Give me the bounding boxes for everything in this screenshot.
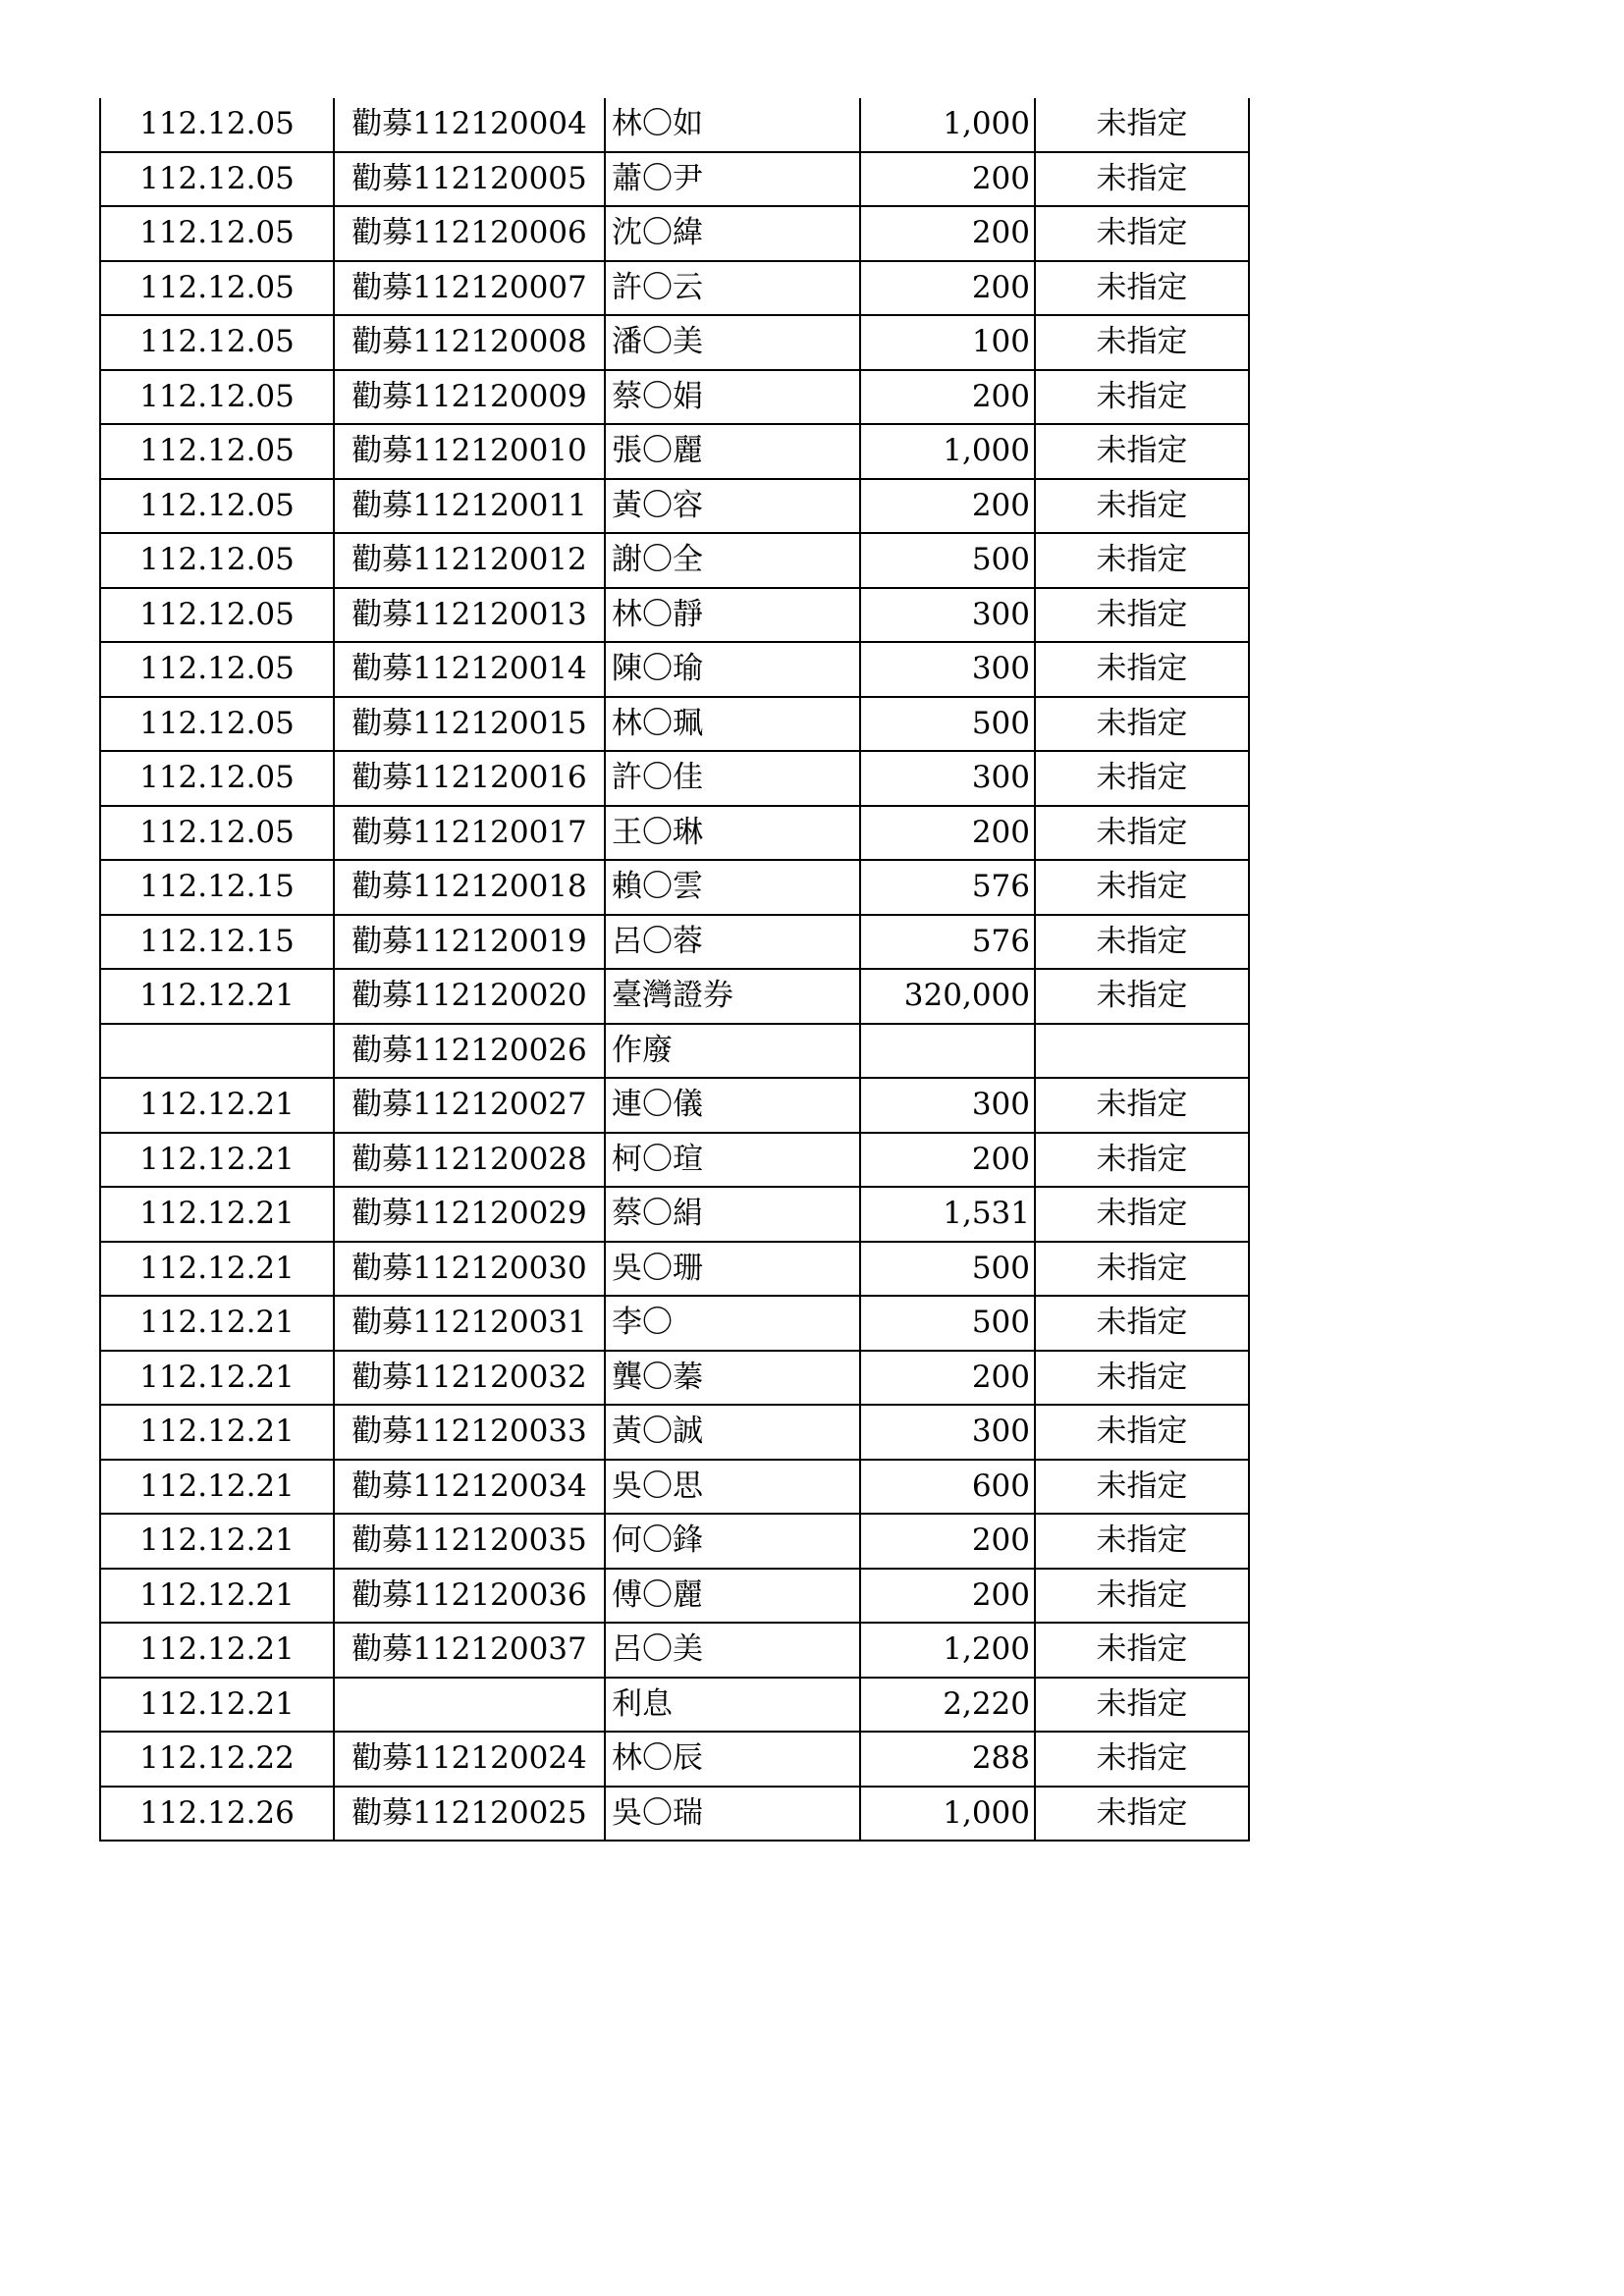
donor-name-cell: 臺灣證券 (605, 969, 860, 1024)
receipt-number-cell: 勸募112120014 (334, 642, 605, 697)
receipt-number-cell: 勸募112120034 (334, 1460, 605, 1515)
table-row (100, 1078, 1249, 1133)
purpose-cell: 未指定 (1035, 969, 1249, 1024)
donor-name-cell: 賴〇雲 (605, 860, 860, 915)
purpose-cell: 未指定 (1035, 152, 1249, 207)
purpose-cell: 未指定 (1035, 1187, 1249, 1242)
receipt-number-cell: 勸募112120037 (334, 1623, 605, 1678)
table-row (100, 152, 1249, 207)
purpose-cell: 未指定 (1035, 1678, 1249, 1733)
amount-cell: 1,000 (860, 98, 1035, 152)
table-row (100, 98, 1249, 152)
table-row (100, 533, 1249, 588)
table-row (100, 1133, 1249, 1188)
date-cell: 112.12.05 (100, 806, 334, 861)
date-cell: 112.12.21 (100, 1623, 334, 1678)
date-cell: 112.12.26 (100, 1787, 334, 1842)
receipt-number-cell: 勸募112120024 (334, 1732, 605, 1787)
table-row (100, 860, 1249, 915)
date-cell: 112.12.21 (100, 1187, 334, 1242)
donor-name-cell: 許〇佳 (605, 751, 860, 806)
donor-name-cell: 林〇如 (605, 98, 860, 152)
purpose-cell: 未指定 (1035, 751, 1249, 806)
purpose-cell: 未指定 (1035, 642, 1249, 697)
table-row (100, 1351, 1249, 1406)
donor-name-cell: 林〇辰 (605, 1732, 860, 1787)
donation-table-body (100, 98, 1249, 1841)
receipt-number-cell: 勸募112120013 (334, 588, 605, 643)
donor-name-cell: 李〇 (605, 1296, 860, 1351)
date-cell: 112.12.05 (100, 261, 334, 316)
donor-name-cell: 黃〇誠 (605, 1405, 860, 1460)
table-row (100, 424, 1249, 479)
receipt-number-cell: 勸募112120011 (334, 479, 605, 534)
amount-cell: 200 (860, 1514, 1035, 1569)
purpose-cell: 未指定 (1035, 1296, 1249, 1351)
donor-name-cell: 許〇云 (605, 261, 860, 316)
date-cell: 112.12.05 (100, 370, 334, 425)
amount-cell: 200 (860, 1569, 1035, 1624)
table-row (100, 642, 1249, 697)
donor-name-cell: 謝〇全 (605, 533, 860, 588)
purpose-cell: 未指定 (1035, 261, 1249, 316)
amount-cell: 200 (860, 1133, 1035, 1188)
purpose-cell: 未指定 (1035, 806, 1249, 861)
receipt-number-cell: 勸募112120010 (334, 424, 605, 479)
date-cell: 112.12.21 (100, 1296, 334, 1351)
date-cell: 112.12.21 (100, 1460, 334, 1515)
receipt-number-cell: 勸募112120026 (334, 1024, 605, 1079)
purpose-cell: 未指定 (1035, 1787, 1249, 1842)
table-row (100, 1514, 1249, 1569)
table-row (100, 1732, 1249, 1787)
donor-name-cell: 吳〇思 (605, 1460, 860, 1515)
date-cell: 112.12.05 (100, 479, 334, 534)
purpose-cell: 未指定 (1035, 370, 1249, 425)
date-cell: 112.12.21 (100, 1133, 334, 1188)
table-row (100, 1569, 1249, 1624)
date-cell: 112.12.21 (100, 1242, 334, 1297)
receipt-number-cell: 勸募112120030 (334, 1242, 605, 1297)
donor-name-cell: 林〇珮 (605, 697, 860, 752)
amount-cell: 600 (860, 1460, 1035, 1515)
purpose-cell: 未指定 (1035, 697, 1249, 752)
purpose-cell: 未指定 (1035, 533, 1249, 588)
receipt-number-cell: 勸募112120029 (334, 1187, 605, 1242)
amount-cell: 300 (860, 642, 1035, 697)
receipt-number-cell: 勸募112120006 (334, 206, 605, 261)
donor-name-cell: 龔〇蓁 (605, 1351, 860, 1406)
date-cell: 112.12.05 (100, 315, 334, 370)
table-row (100, 315, 1249, 370)
donor-name-cell: 蔡〇絹 (605, 1187, 860, 1242)
date-cell: 112.12.21 (100, 1514, 334, 1569)
purpose-cell: 未指定 (1035, 915, 1249, 970)
receipt-number-cell: 勸募112120025 (334, 1787, 605, 1842)
date-cell: 112.12.15 (100, 915, 334, 970)
receipt-number-cell: 勸募112120027 (334, 1078, 605, 1133)
date-cell: 112.12.05 (100, 751, 334, 806)
receipt-number-cell: 勸募112120017 (334, 806, 605, 861)
amount-cell: 320,000 (860, 969, 1035, 1024)
donor-name-cell: 張〇麗 (605, 424, 860, 479)
amount-cell: 500 (860, 1242, 1035, 1297)
purpose-cell: 未指定 (1035, 1569, 1249, 1624)
donor-name-cell: 何〇鋒 (605, 1514, 860, 1569)
amount-cell: 200 (860, 806, 1035, 861)
amount-cell: 200 (860, 479, 1035, 534)
receipt-number-cell: 勸募112120012 (334, 533, 605, 588)
amount-cell: 500 (860, 1296, 1035, 1351)
table-row (100, 1296, 1249, 1351)
amount-cell: 1,000 (860, 424, 1035, 479)
table-row (100, 1460, 1249, 1515)
table-row (100, 1787, 1249, 1842)
receipt-number-cell: 勸募112120028 (334, 1133, 605, 1188)
table-row (100, 1187, 1249, 1242)
purpose-cell: 未指定 (1035, 1242, 1249, 1297)
donor-name-cell: 蔡〇娟 (605, 370, 860, 425)
purpose-cell (1035, 1024, 1249, 1079)
receipt-number-cell: 勸募112120032 (334, 1351, 605, 1406)
purpose-cell: 未指定 (1035, 1460, 1249, 1515)
donor-name-cell: 吳〇珊 (605, 1242, 860, 1297)
amount-cell: 300 (860, 751, 1035, 806)
date-cell: 112.12.05 (100, 206, 334, 261)
table-row (100, 751, 1249, 806)
donor-name-cell: 呂〇蓉 (605, 915, 860, 970)
date-cell: 112.12.21 (100, 969, 334, 1024)
purpose-cell: 未指定 (1035, 1732, 1249, 1787)
donor-name-cell: 作廢 (605, 1024, 860, 1079)
receipt-number-cell: 勸募112120009 (334, 370, 605, 425)
donor-name-cell: 黃〇容 (605, 479, 860, 534)
donor-name-cell: 連〇儀 (605, 1078, 860, 1133)
date-cell: 112.12.05 (100, 533, 334, 588)
amount-cell: 576 (860, 860, 1035, 915)
donor-name-cell: 陳〇瑜 (605, 642, 860, 697)
donor-name-cell: 林〇靜 (605, 588, 860, 643)
table-row (100, 806, 1249, 861)
donor-name-cell: 利息 (605, 1678, 860, 1733)
purpose-cell: 未指定 (1035, 206, 1249, 261)
amount-cell: 200 (860, 261, 1035, 316)
date-cell: 112.12.05 (100, 642, 334, 697)
receipt-number-cell: 勸募112120033 (334, 1405, 605, 1460)
amount-cell: 288 (860, 1732, 1035, 1787)
donor-name-cell: 王〇琳 (605, 806, 860, 861)
receipt-number-cell (334, 1678, 605, 1733)
table-row (100, 969, 1249, 1024)
purpose-cell: 未指定 (1035, 588, 1249, 643)
receipt-number-cell: 勸募112120018 (334, 860, 605, 915)
date-cell: 112.12.21 (100, 1078, 334, 1133)
receipt-number-cell: 勸募112120031 (334, 1296, 605, 1351)
purpose-cell: 未指定 (1035, 1623, 1249, 1678)
purpose-cell: 未指定 (1035, 98, 1249, 152)
purpose-cell: 未指定 (1035, 1405, 1249, 1460)
donor-name-cell: 柯〇瑄 (605, 1133, 860, 1188)
amount-cell: 500 (860, 697, 1035, 752)
table-row (100, 370, 1249, 425)
table-row (100, 261, 1249, 316)
date-cell: 112.12.05 (100, 424, 334, 479)
purpose-cell: 未指定 (1035, 479, 1249, 534)
amount-cell (860, 1024, 1035, 1079)
date-cell: 112.12.15 (100, 860, 334, 915)
purpose-cell: 未指定 (1035, 860, 1249, 915)
receipt-number-cell: 勸募112120035 (334, 1514, 605, 1569)
donor-name-cell: 傅〇麗 (605, 1569, 860, 1624)
donor-name-cell: 呂〇美 (605, 1623, 860, 1678)
table-row (100, 1623, 1249, 1678)
date-cell: 112.12.21 (100, 1351, 334, 1406)
purpose-cell: 未指定 (1035, 1514, 1249, 1569)
purpose-cell: 未指定 (1035, 1133, 1249, 1188)
receipt-number-cell: 勸募112120019 (334, 915, 605, 970)
amount-cell: 200 (860, 1351, 1035, 1406)
amount-cell: 200 (860, 206, 1035, 261)
receipt-number-cell: 勸募112120016 (334, 751, 605, 806)
amount-cell: 300 (860, 1078, 1035, 1133)
donor-name-cell: 蕭〇尹 (605, 152, 860, 207)
amount-cell: 200 (860, 370, 1035, 425)
table-row (100, 915, 1249, 970)
date-cell: 112.12.22 (100, 1732, 334, 1787)
date-cell: 112.12.21 (100, 1405, 334, 1460)
amount-cell: 1,000 (860, 1787, 1035, 1842)
amount-cell: 300 (860, 1405, 1035, 1460)
amount-cell: 100 (860, 315, 1035, 370)
date-cell: 112.12.05 (100, 98, 334, 152)
table-row (100, 479, 1249, 534)
receipt-number-cell: 勸募112120004 (334, 98, 605, 152)
amount-cell: 200 (860, 152, 1035, 207)
receipt-number-cell: 勸募112120020 (334, 969, 605, 1024)
purpose-cell: 未指定 (1035, 424, 1249, 479)
date-cell: 112.12.05 (100, 697, 334, 752)
receipt-number-cell: 勸募112120007 (334, 261, 605, 316)
table-row (100, 588, 1249, 643)
date-cell (100, 1024, 334, 1079)
amount-cell: 300 (860, 588, 1035, 643)
amount-cell: 1,531 (860, 1187, 1035, 1242)
amount-cell: 1,200 (860, 1623, 1035, 1678)
amount-cell: 576 (860, 915, 1035, 970)
donation-table (99, 98, 1250, 1842)
date-cell: 112.12.05 (100, 588, 334, 643)
amount-cell: 2,220 (860, 1678, 1035, 1733)
table-row (100, 1678, 1249, 1733)
date-cell: 112.12.05 (100, 152, 334, 207)
receipt-number-cell: 勸募112120008 (334, 315, 605, 370)
receipt-number-cell: 勸募112120015 (334, 697, 605, 752)
donor-name-cell: 吳〇瑞 (605, 1787, 860, 1842)
purpose-cell: 未指定 (1035, 1351, 1249, 1406)
donor-name-cell: 潘〇美 (605, 315, 860, 370)
table-row (100, 1024, 1249, 1079)
date-cell: 112.12.21 (100, 1678, 334, 1733)
receipt-number-cell: 勸募112120036 (334, 1569, 605, 1624)
table-row (100, 697, 1249, 752)
table-row (100, 206, 1249, 261)
table-row (100, 1405, 1249, 1460)
donor-name-cell: 沈〇緯 (605, 206, 860, 261)
date-cell: 112.12.21 (100, 1569, 334, 1624)
receipt-number-cell: 勸募112120005 (334, 152, 605, 207)
purpose-cell: 未指定 (1035, 315, 1249, 370)
table-row (100, 1242, 1249, 1297)
amount-cell: 500 (860, 533, 1035, 588)
purpose-cell: 未指定 (1035, 1078, 1249, 1133)
